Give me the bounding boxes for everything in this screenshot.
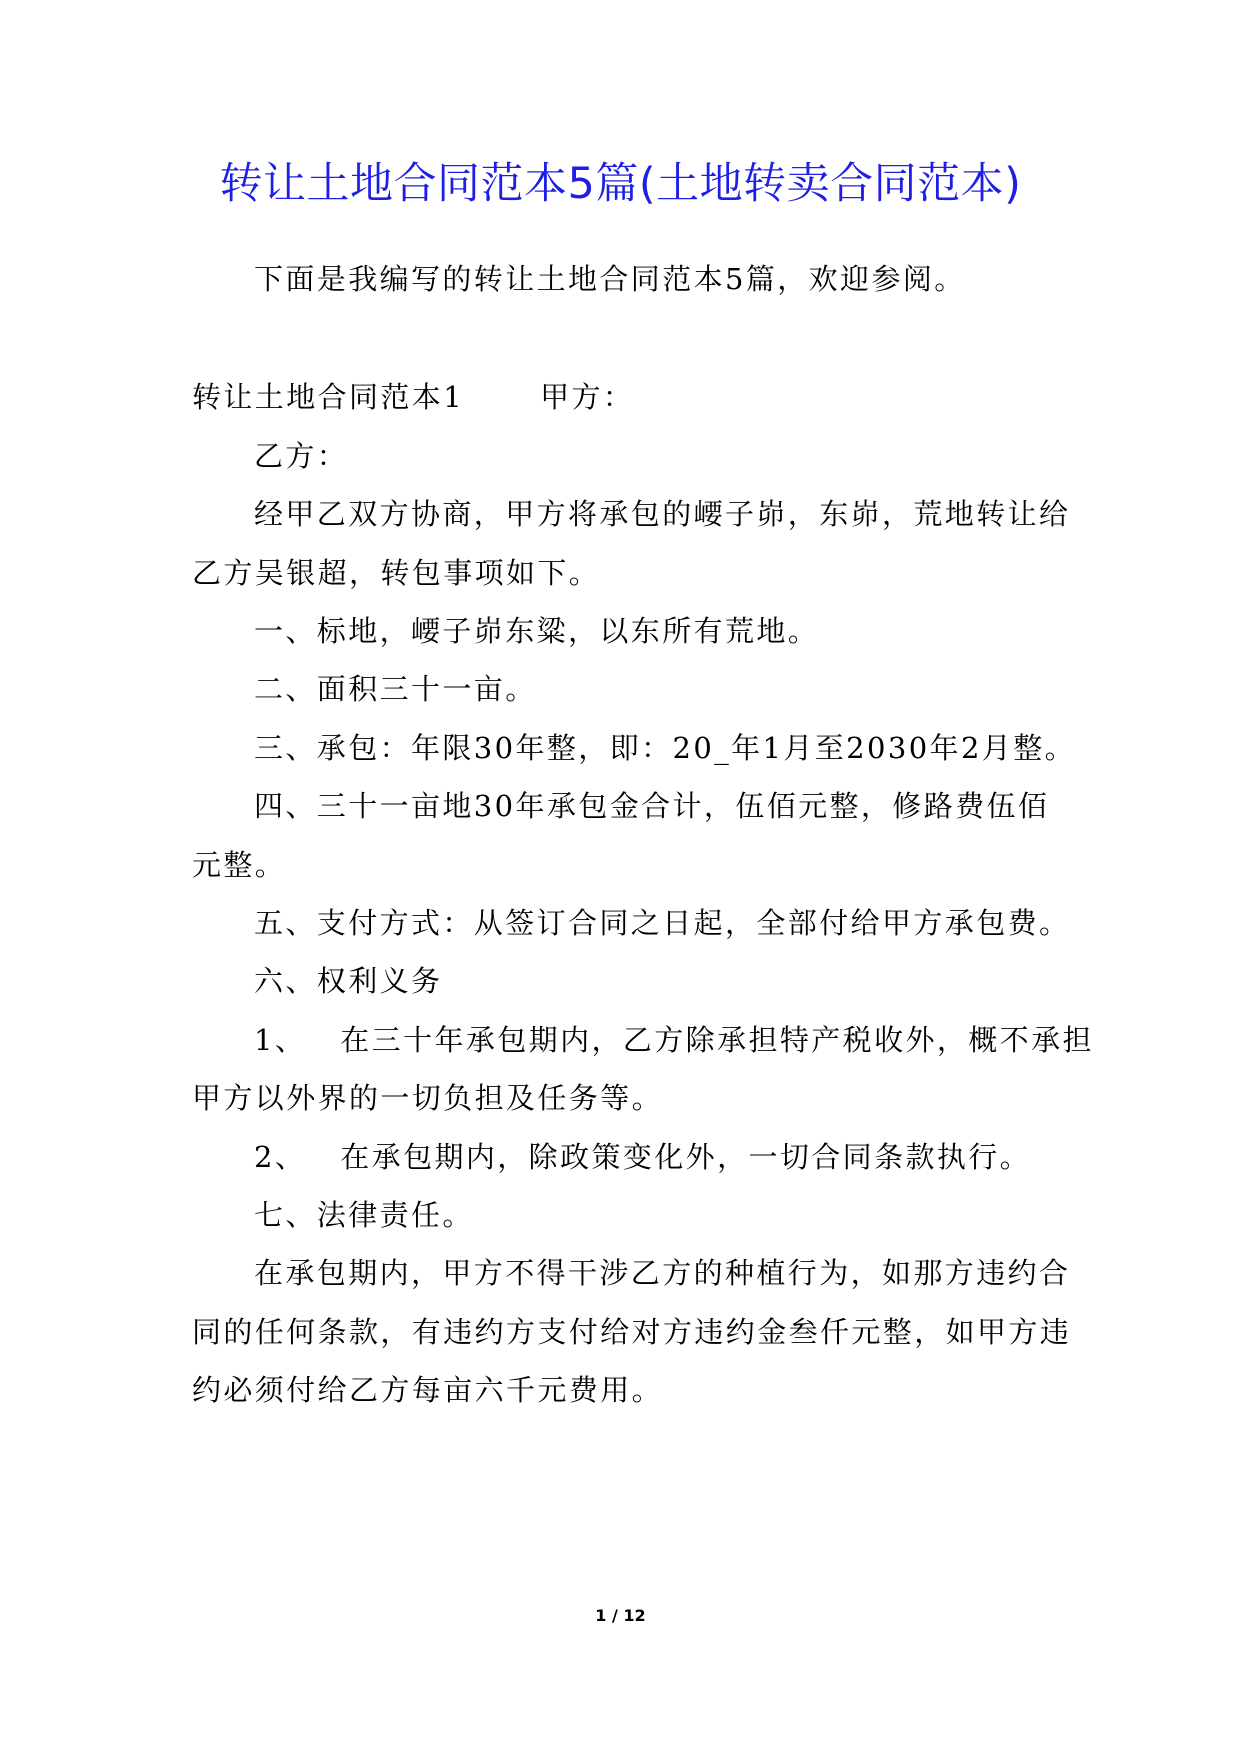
clause-item: 五、支付方式：从签订合同之日起，全部付给甲方承包费。: [254, 906, 1071, 940]
clause-item: 六、权利义务: [254, 964, 443, 998]
paragraph-line: 经甲乙双方协商，甲方将承包的崾子峁，东峁，荒地转让给: [254, 497, 1071, 531]
page-indicator: 1 / 12: [595, 1606, 646, 1625]
sub-item-text: 在承包期内，除政策变化外，一切合同条款执行。: [340, 1140, 1032, 1174]
section-label: 转让土地合同范本1: [192, 380, 465, 414]
clause-item: 二、面积三十一亩。: [254, 672, 537, 706]
clause-item-continuation: 元整。: [192, 848, 287, 882]
paragraph-line: 在承包期内，甲方不得干涉乙方的种植行为，如那方违约合: [254, 1256, 1071, 1290]
party-b-label: 乙方：: [254, 439, 349, 473]
sub-item-continuation: 甲方以外界的一切负担及任务等。: [192, 1081, 664, 1115]
party-a-label: 甲方：: [540, 380, 635, 414]
section-heading-line: [192, 377, 634, 417]
clause-item: 三、承包：年限30年整，即：20_年1月至2030年2月整。: [254, 731, 1077, 765]
sub-item-line: [254, 1020, 1094, 1060]
clause-item: 四、三十一亩地30年承包金合计，伍佰元整，修路费伍佰: [254, 789, 1050, 823]
paragraph-line: 乙方吴银超，转包事项如下。: [192, 556, 601, 590]
clause-item: 七、法律责任。: [254, 1198, 474, 1232]
paragraph-line: 同的任何条款，有违约方支付给对方违约金叁仟元整，如甲方违: [192, 1315, 1072, 1349]
paragraph-line: 约必须付给乙方每亩六千元费用。: [192, 1373, 664, 1407]
document-title: 转让土地合同范本5篇(土地转卖合同范本): [219, 159, 1022, 209]
sub-item-line: [254, 1137, 1031, 1177]
clause-item: 一、标地，崾子峁东粱，以东所有荒地。: [254, 614, 820, 648]
sub-item-number: 2、: [254, 1140, 307, 1174]
intro-paragraph: 下面是我编写的转让土地合同范本5篇，欢迎参阅。: [254, 262, 966, 296]
sub-item-number: 1、: [254, 1023, 307, 1057]
sub-item-text: 在三十年承包期内，乙方除承担特产税收外，概不承担: [340, 1023, 1094, 1057]
